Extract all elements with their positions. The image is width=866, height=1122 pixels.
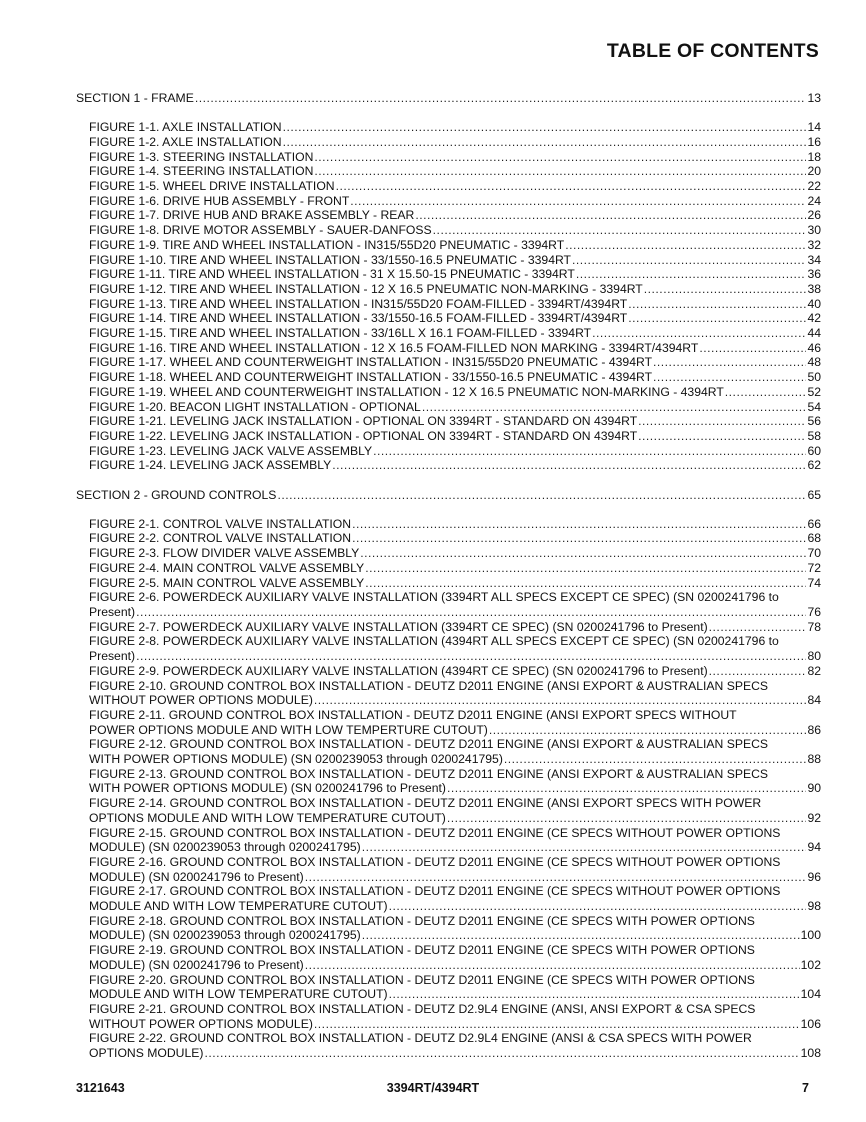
toc-figure-entry[interactable] xyxy=(0,355,866,370)
toc-entry-page-number: 90 xyxy=(807,781,821,796)
toc-entry-title-line1: FIGURE 2-14. GROUND CONTROL BOX INSTALLATION - DEUTZ D2011 ENGINE (ANSI EXPORT SPECS WITH POWER xyxy=(89,796,762,811)
dot-leader xyxy=(195,91,807,106)
toc-entry-page-number: 38 xyxy=(807,281,821,296)
toc-figure-entry[interactable] xyxy=(0,708,866,737)
toc-entry-page-number: 36 xyxy=(807,267,821,282)
toc-entry-title: FIGURE 1-18. WHEEL AND COUNTERWEIGHT INSTALLATION - 33/1550-16.5 PNEUMATIC - 4394RT xyxy=(89,370,653,385)
toc-entry-page-number: 98 xyxy=(807,899,821,914)
toc-entry-title: MODULE) (SN 0200241796 to Present) xyxy=(89,957,304,972)
dot-leader xyxy=(447,781,807,796)
toc-entry-page-number: 102 xyxy=(800,957,821,972)
toc-entry-page-number: 66 xyxy=(807,516,821,531)
toc-entry-title: FIGURE 1-3. STEERING INSTALLATION xyxy=(89,149,314,164)
toc-figure-entry[interactable] xyxy=(0,884,866,913)
toc-entry-page-number: 48 xyxy=(807,355,821,370)
toc-entry-page-number: 56 xyxy=(807,414,821,429)
footer-doc-number: 3121643 xyxy=(76,1081,125,1095)
dot-leader xyxy=(725,385,807,400)
dot-leader xyxy=(360,546,806,561)
toc-entry-title: FIGURE 1-19. WHEEL AND COUNTERWEIGHT INSTALLATION - 12 X 16.5 PNEUMATIC NON-MARKING - 4394RT xyxy=(89,384,724,399)
dot-leader xyxy=(415,208,806,223)
toc-figure-entry[interactable] xyxy=(0,253,866,268)
toc-entry-title-line1: FIGURE 2-6. POWERDECK AUXILIARY VALVE INSTALLATION (3394RT ALL SPECS EXCEPT CE SPEC) (SN 0200241796 to xyxy=(89,590,779,605)
toc-entry-title: FIGURE 1-10. TIRE AND WHEEL INSTALLATION - 33/1550-16.5 PNEUMATIC - 3394RT xyxy=(89,252,572,267)
toc-entry-title: WITHOUT POWER OPTIONS MODULE) xyxy=(89,1016,313,1031)
toc-entry-page-number: 108 xyxy=(800,1046,821,1061)
toc-entry-title: FIGURE 1-23. LEVELING JACK VALVE ASSEMBLY xyxy=(89,443,373,458)
toc-entry-page-number: 54 xyxy=(807,399,821,414)
page-title: TABLE OF CONTENTS xyxy=(606,40,819,62)
toc-entry-page-number: 78 xyxy=(807,619,821,634)
dot-leader xyxy=(373,444,806,459)
toc-entry-page-number: 92 xyxy=(807,810,821,825)
toc-entry-title: FIGURE 1-9. TIRE AND WHEEL INSTALLATION - IN315/55D20 PNEUMATIC - 3394RT xyxy=(89,237,565,252)
dot-leader xyxy=(576,267,807,282)
toc-entry-page-number: 96 xyxy=(807,869,821,884)
toc-entry-title: FIGURE 1-5. WHEEL DRIVE INSTALLATION xyxy=(89,179,335,194)
toc-figure-entry[interactable] xyxy=(0,973,866,1002)
footer-page-number: 7 xyxy=(802,1081,809,1095)
dot-leader xyxy=(565,238,806,253)
toc-entry-page-number: 86 xyxy=(807,722,821,737)
toc-figure-entry[interactable] xyxy=(0,429,866,444)
toc-figure-entry[interactable] xyxy=(0,576,866,591)
toc-figure-entry[interactable] xyxy=(0,620,866,635)
toc-entry-title: FIGURE 1-1. AXLE INSTALLATION xyxy=(89,120,282,135)
toc-entry-title: FIGURE 2-5. MAIN CONTROL VALVE ASSEMBLY xyxy=(89,575,365,590)
toc-entry-page-number: 34 xyxy=(807,252,821,267)
dot-leader xyxy=(314,693,807,708)
dot-leader xyxy=(653,355,806,370)
toc-figure-entry[interactable] xyxy=(0,400,866,415)
toc-figure-entry[interactable] xyxy=(0,590,866,619)
toc-figure-entry[interactable] xyxy=(0,297,866,312)
toc-section-entry[interactable] xyxy=(0,488,866,503)
toc-entry-title: Present) xyxy=(89,649,136,664)
toc-figure-entry[interactable] xyxy=(0,444,866,459)
dot-leader xyxy=(362,840,807,855)
toc-entry-title-line1: FIGURE 2-19. GROUND CONTROL BOX INSTALLATION - DEUTZ D2011 ENGINE (CE SPECS WITH POWER OPTIONS xyxy=(89,943,755,958)
toc-figure-entry[interactable] xyxy=(0,531,866,546)
toc-entry-title: FIGURE 1-17. WHEEL AND COUNTERWEIGHT INSTALLATION - IN315/55D20 PNEUMATIC - 4394RT xyxy=(89,355,653,370)
toc-figure-entry[interactable] xyxy=(0,326,866,341)
dot-leader xyxy=(592,326,806,341)
toc-figure-entry[interactable] xyxy=(0,943,866,972)
toc-entry-page-number: 68 xyxy=(807,531,821,546)
toc-entry-page-number: 100 xyxy=(800,928,821,943)
toc-entry-page-number: 70 xyxy=(807,546,821,561)
footer-model: 3394RT/4394RT xyxy=(386,1081,480,1095)
toc-figure-entry[interactable] xyxy=(0,664,866,679)
table-of-contents xyxy=(0,91,866,1061)
dot-leader xyxy=(638,429,806,444)
dot-leader xyxy=(332,458,806,473)
toc-entry-page-number: 74 xyxy=(807,575,821,590)
toc-entry-page-number: 22 xyxy=(807,179,821,194)
toc-entry-title: FIGURE 2-3. FLOW DIVIDER VALVE ASSEMBLY xyxy=(89,546,360,561)
toc-figure-entry[interactable] xyxy=(0,767,866,796)
dot-leader xyxy=(709,620,807,635)
toc-entry-title: FIGURE 1-6. DRIVE HUB ASSEMBLY - FRONT xyxy=(89,193,350,208)
toc-figure-entry[interactable] xyxy=(0,679,866,708)
toc-figure-entry[interactable] xyxy=(0,282,866,297)
dot-leader xyxy=(314,150,806,165)
toc-figure-entry[interactable] xyxy=(0,517,866,532)
toc-figure-entry[interactable] xyxy=(0,385,866,400)
dot-leader xyxy=(336,179,807,194)
toc-figure-entry[interactable] xyxy=(0,796,866,825)
toc-entry-title: FIGURE 1-11. TIRE AND WHEEL INSTALLATION - 31 X 15.50-15 PNEUMATIC - 3394RT xyxy=(89,267,575,282)
toc-figure-entry[interactable] xyxy=(0,1002,866,1031)
toc-entry-title: FIGURE 1-24. LEVELING JACK ASSEMBLY xyxy=(89,458,332,473)
toc-entry-page-number: 80 xyxy=(807,649,821,664)
toc-entry-page-number: 30 xyxy=(807,223,821,238)
dot-leader xyxy=(350,194,806,209)
dot-leader xyxy=(283,135,807,150)
toc-figure-entry[interactable] xyxy=(0,120,866,135)
toc-figure-entry[interactable] xyxy=(0,458,866,473)
toc-entry-title: FIGURE 2-4. MAIN CONTROL VALVE ASSEMBLY xyxy=(89,560,365,575)
toc-entry-page-number: 94 xyxy=(807,840,821,855)
toc-entry-title-line1: FIGURE 2-10. GROUND CONTROL BOX INSTALLATION - DEUTZ D2011 ENGINE (ANSI EXPORT & AUSTRALIAN SPECS xyxy=(89,678,769,693)
toc-entry-title: WITH POWER OPTIONS MODULE) (SN 0200239053 through 0200241795) xyxy=(89,752,503,767)
toc-entry-title-line1: FIGURE 2-21. GROUND CONTROL BOX INSTALLATION - DEUTZ D2.9L4 ENGINE (ANSI, ANSI EXPORT & CSA SPECS xyxy=(89,1001,756,1016)
toc-entry-page-number: 82 xyxy=(807,663,821,678)
dot-leader xyxy=(352,517,806,532)
toc-entry-title: FIGURE 1-16. TIRE AND WHEEL INSTALLATION - 12 X 16.5 FOAM-FILLED NON MARKING - 3394RT/4394RT xyxy=(89,340,699,355)
dot-leader xyxy=(365,561,806,576)
toc-entry-page-number: 76 xyxy=(807,605,821,619)
toc-entry-title: OPTIONS MODULE AND WITH LOW TEMPERATURE CUTOUT) xyxy=(89,810,446,825)
dot-leader xyxy=(644,282,807,297)
toc-entry-title: FIGURE 1-13. TIRE AND WHEEL INSTALLATION - IN315/55D20 FOAM-FILLED - 3394RT/4394RT xyxy=(89,296,628,311)
dot-leader xyxy=(489,723,807,738)
toc-figure-entry[interactable] xyxy=(0,238,866,253)
toc-entry-title: MODULE) (SN 0200239053 through 0200241795) xyxy=(89,928,361,943)
toc-figure-entry[interactable] xyxy=(0,914,866,943)
toc-figure-entry[interactable] xyxy=(0,194,866,209)
toc-entry-title: SECTION 1 - FRAME xyxy=(76,91,194,105)
dot-leader xyxy=(638,414,806,429)
toc-entry-page-number: 18 xyxy=(807,149,821,164)
toc-entry-title: WITHOUT POWER OPTIONS MODULE) xyxy=(89,693,313,708)
toc-entry-page-number: 16 xyxy=(807,134,821,149)
toc-entry-title: FIGURE 2-1. CONTROL VALVE INSTALLATION xyxy=(89,516,352,531)
toc-entry-title-line1: FIGURE 2-22. GROUND CONTROL BOX INSTALLATION - DEUTZ D2.9L4 ENGINE (ANSI & CSA SPECS WITH POWER xyxy=(89,1031,752,1046)
toc-entry-title-line1: FIGURE 2-18. GROUND CONTROL BOX INSTALLATION - DEUTZ D2011 ENGINE (CE SPECS WITH POWER OPTIONS xyxy=(89,913,755,928)
dot-leader xyxy=(362,928,800,943)
toc-entry-page-number: 104 xyxy=(800,987,821,1002)
dot-leader xyxy=(389,899,807,914)
dot-leader xyxy=(305,870,807,885)
toc-entry-title: FIGURE 1-21. LEVELING JACK INSTALLATION - OPTIONAL ON 3394RT - STANDARD ON 4394RT xyxy=(89,414,638,429)
dot-leader xyxy=(709,664,807,679)
dot-leader xyxy=(504,752,807,767)
toc-figure-entry[interactable] xyxy=(0,1031,866,1060)
toc-figure-entry[interactable] xyxy=(0,341,866,356)
toc-figure-entry[interactable] xyxy=(0,370,866,385)
toc-entry-page-number: 84 xyxy=(807,693,821,708)
toc-entry-page-number: 20 xyxy=(807,164,821,179)
toc-entry-page-number: 24 xyxy=(807,193,821,208)
toc-entry-title: WITH POWER OPTIONS MODULE) (SN 0200241796 to Present) xyxy=(89,781,446,796)
toc-figure-entry[interactable] xyxy=(0,267,866,282)
toc-entry-title: FIGURE 2-7. POWERDECK AUXILIARY VALVE INSTALLATION (3394RT CE SPEC) (SN 0200241796 to Present) xyxy=(89,619,708,634)
toc-entry-title: FIGURE 1-4. STEERING INSTALLATION xyxy=(89,164,314,179)
toc-entry-title: FIGURE 1-12. TIRE AND WHEEL INSTALLATION - 12 X 16.5 PNEUMATIC NON-MARKING - 3394RT xyxy=(89,281,643,296)
dot-leader xyxy=(314,1017,800,1032)
toc-entry-title: SECTION 2 - GROUND CONTROLS xyxy=(76,487,277,502)
toc-entry-title: FIGURE 1-14. TIRE AND WHEEL INSTALLATION - 33/1550-16.5 FOAM-FILLED - 3394RT/4394RT xyxy=(89,311,628,326)
toc-entry-title: FIGURE 1-2. AXLE INSTALLATION xyxy=(89,134,282,149)
dot-leader xyxy=(389,987,800,1002)
toc-figure-entry[interactable] xyxy=(0,737,866,766)
toc-entry-title-line1: FIGURE 2-16. GROUND CONTROL BOX INSTALLATION - DEUTZ D2011 ENGINE (CE SPECS WITHOUT POWER OPTIONS xyxy=(89,854,781,869)
toc-entry-page-number: 40 xyxy=(807,296,821,311)
toc-figure-entry[interactable] xyxy=(0,311,866,326)
toc-entry-page-number: 60 xyxy=(807,443,821,458)
dot-leader xyxy=(283,120,807,135)
toc-figure-entry[interactable] xyxy=(0,208,866,223)
toc-entry-page-number: 26 xyxy=(807,208,821,223)
toc-entry-title-line1: FIGURE 2-17. GROUND CONTROL BOX INSTALLATION - DEUTZ D2011 ENGINE (CE SPECS WITHOUT POWER OPTIONS xyxy=(89,884,781,899)
toc-entry-title: FIGURE 1-20. BEACON LIGHT INSTALLATION - OPTIONAL xyxy=(89,399,421,414)
toc-entry-page-number: 44 xyxy=(807,326,821,341)
toc-figure-entry[interactable] xyxy=(0,414,866,429)
toc-entry-title: FIGURE 1-8. DRIVE MOTOR ASSEMBLY - SAUER-DANFOSS xyxy=(89,223,432,238)
toc-entry-page-number: 62 xyxy=(807,458,821,473)
toc-entry-title: POWER OPTIONS MODULE AND WITH LOW TEMPERTURE CUTOUT) xyxy=(89,722,488,737)
toc-entry-title: MODULE AND WITH LOW TEMPERATURE CUTOUT) xyxy=(89,987,388,1002)
toc-entry-page-number: 13 xyxy=(807,91,821,105)
dot-leader xyxy=(277,488,806,503)
toc-entry-title: FIGURE 1-22. LEVELING JACK INSTALLATION - OPTIONAL ON 3394RT - STANDARD ON 4394RT xyxy=(89,428,638,443)
toc-entry-page-number: 58 xyxy=(807,428,821,443)
toc-figure-entry[interactable] xyxy=(0,546,866,561)
toc-entry-page-number: 88 xyxy=(807,752,821,767)
toc-entry-title: FIGURE 2-9. POWERDECK AUXILIARY VALVE INSTALLATION (4394RT CE SPEC) (SN 0200241796 to Present) xyxy=(89,663,708,678)
toc-figure-entry[interactable] xyxy=(0,561,866,576)
dot-leader xyxy=(136,605,806,620)
dot-leader xyxy=(572,253,806,268)
dot-leader xyxy=(628,297,806,312)
toc-entry-title-line1: FIGURE 2-15. GROUND CONTROL BOX INSTALLATION - DEUTZ D2011 ENGINE (CE SPECS WITHOUT POWER OPTIONS xyxy=(89,825,781,840)
dot-leader xyxy=(305,958,800,973)
toc-figure-entry[interactable] xyxy=(0,164,866,179)
dot-leader xyxy=(422,400,807,415)
toc-entry-title: FIGURE 1-7. DRIVE HUB AND BRAKE ASSEMBLY - REAR xyxy=(89,208,415,223)
toc-entry-page-number: 106 xyxy=(800,1016,821,1031)
toc-entry-title: FIGURE 2-2. CONTROL VALVE INSTALLATION xyxy=(89,531,352,546)
toc-entry-page-number: 42 xyxy=(807,311,821,326)
dot-leader xyxy=(352,531,806,546)
toc-entry-page-number: 52 xyxy=(807,384,821,399)
toc-entry-title-line1: FIGURE 2-20. GROUND CONTROL BOX INSTALLATION - DEUTZ D2011 ENGINE (CE SPECS WITH POWER OPTIONS xyxy=(89,972,755,987)
toc-figure-entry[interactable] xyxy=(0,179,866,194)
toc-entry-title: MODULE AND WITH LOW TEMPERATURE CUTOUT) xyxy=(89,899,388,914)
toc-entry-page-number: 50 xyxy=(807,370,821,385)
toc-entry-title-line1: FIGURE 2-12. GROUND CONTROL BOX INSTALLATION - DEUTZ D2011 ENGINE (ANSI EXPORT & AUSTRALIAN SPECS xyxy=(89,737,769,752)
toc-figure-entry[interactable] xyxy=(0,135,866,150)
toc-entry-page-number: 14 xyxy=(807,120,821,135)
toc-entry-title-line1: FIGURE 2-11. GROUND CONTROL BOX INSTALLATION - DEUTZ D2011 ENGINE (ANSI EXPORT SPECS WITHOUT xyxy=(89,707,737,722)
toc-entry-page-number: 65 xyxy=(807,487,821,502)
dot-leader xyxy=(653,370,806,385)
dot-leader xyxy=(447,811,807,826)
dot-leader xyxy=(628,311,806,326)
toc-entry-title: FIGURE 1-15. TIRE AND WHEEL INSTALLATION - 33/16LL X 16.1 FOAM-FILLED - 3394RT xyxy=(89,326,592,341)
toc-figure-entry[interactable] xyxy=(0,826,866,855)
toc-entry-title: MODULE) (SN 0200239053 through 0200241795) xyxy=(89,840,361,855)
toc-figure-entry[interactable] xyxy=(0,150,866,165)
toc-figure-entry[interactable] xyxy=(0,855,866,884)
dot-leader xyxy=(314,164,806,179)
toc-entry-page-number: 46 xyxy=(807,340,821,355)
toc-entry-title: OPTIONS MODULE) xyxy=(89,1046,204,1061)
toc-entry-title: MODULE) (SN 0200241796 to Present) xyxy=(89,869,304,884)
toc-figure-entry[interactable] xyxy=(0,223,866,238)
toc-entry-page-number: 72 xyxy=(807,560,821,575)
dot-leader xyxy=(433,223,807,238)
toc-entry-title: Present) xyxy=(89,605,136,619)
dot-leader xyxy=(365,576,806,591)
dot-leader xyxy=(204,1046,799,1061)
toc-entry-page-number: 32 xyxy=(807,237,821,252)
dot-leader xyxy=(699,341,806,356)
toc-entry-title-line1: FIGURE 2-13. GROUND CONTROL BOX INSTALLATION - DEUTZ D2011 ENGINE (ANSI EXPORT & AUSTRALIAN SPECS xyxy=(89,766,769,781)
toc-section-entry[interactable] xyxy=(0,91,866,106)
dot-leader xyxy=(136,649,806,664)
toc-entry-title-line1: FIGURE 2-8. POWERDECK AUXILIARY VALVE INSTALLATION (4394RT ALL SPECS EXCEPT CE SPEC) (SN 0200241796 to xyxy=(89,634,779,649)
toc-figure-entry[interactable] xyxy=(0,634,866,663)
